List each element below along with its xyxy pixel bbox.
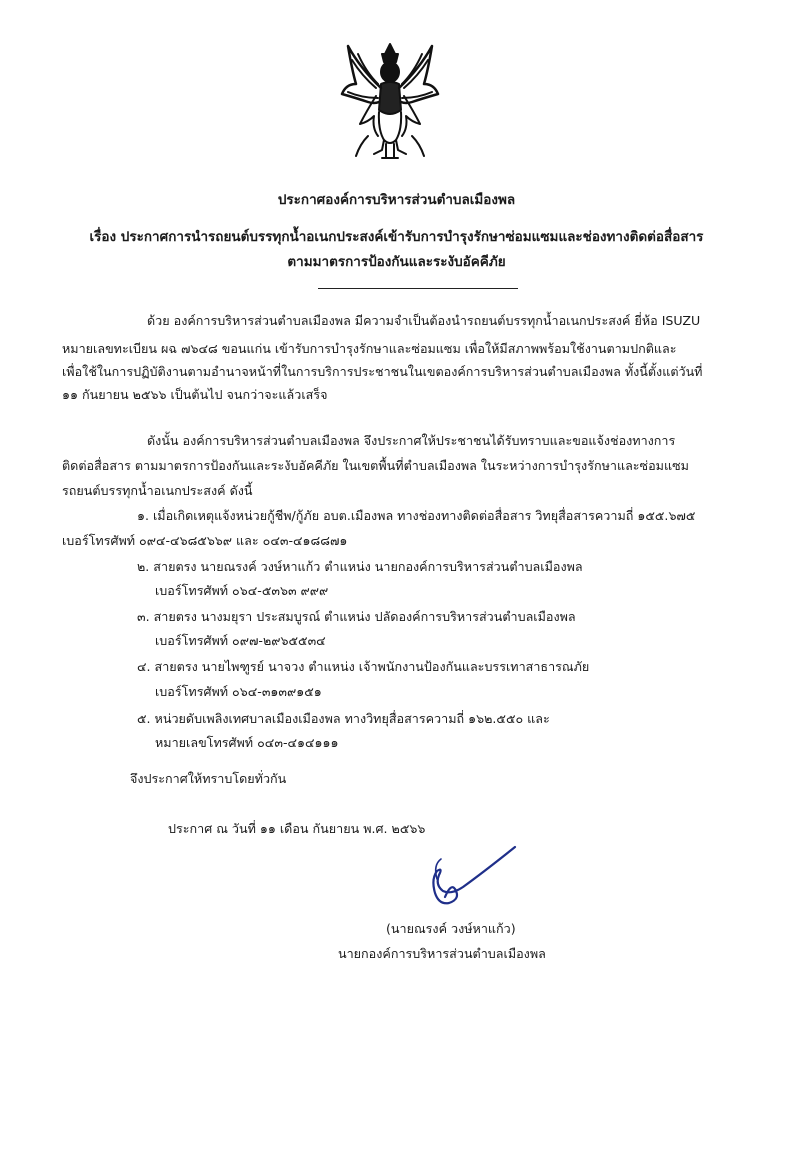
announcement-title: ประกาศองค์การบริหารส่วนตำบลเมืองพล (277, 192, 516, 208)
paragraph1-line4: ๑๑ กันยายน ๒๕๖๖ เป็นต้นไป จนกว่าจะแล้วเสร็จ (62, 387, 328, 402)
paragraph2-line1: ดังนั้น องค์การบริหารส่วนตำบลเมืองพล จึงประกาศให้ประชาชนได้รับทราบและขอแจ้งช่องทางการ (147, 433, 676, 448)
announcement-subject-cont: ตามมาตรการป้องกันและระงับอัคคีภัย (287, 254, 506, 270)
paragraph1-line3: เพื่อใช้ในการปฏิบัติงานตามอำนาจหน้าที่ในการบริการประชาชนในเขตองค์การบริหารส่วนตำบลเมืองพล ทั้งนี้ตั้งแต่วันที่ (62, 364, 703, 379)
paragraph1-line2: หมายเลขทะเบียน ผฉ ๗๖๔๘ ขอนแก่น เข้ารับการบำรุงรักษาและซ่อมแซม เพื่อให้มีสภาพพร้อมใช้งานตามปกติและ (62, 341, 677, 356)
paragraph1-line1: ด้วย องค์การบริหารส่วนตำบลเมืองพล มีความจำเป็นต้องนำรถยนต์บรรทุกน้ำอเนกประสงค์ ยี่ห้อ ISUZU (147, 313, 701, 328)
closing-statement: จึงประกาศให้ทราบโดยทั่วกัน (130, 771, 287, 786)
list-item-3-line2: เบอร์โทรศัพท์ ๐๙๗-๒๙๖๕๕๓๔ (155, 633, 326, 648)
list-item-2-line2: เบอร์โทรศัพท์ ๐๖๔-๕๓๖๓ ๙๙๙ (155, 583, 329, 598)
paragraph2-line2: ติดต่อสื่อสาร ตามมาตรการป้องกันและระงับอัคคีภัย ในเขตพื้นที่ตำบลเมืองพล ในระหว่างการบำรุงรักษาและซ่อมแซม (62, 458, 689, 473)
announcement-date: ประกาศ ณ วันที่ ๑๑ เดือน กันยายน พ.ศ. ๒๕๖๖ (168, 821, 426, 836)
garuda-emblem-icon (338, 40, 442, 162)
signatory-name: (นายณรงค์ วงษ์หาแก้ว) (386, 921, 516, 936)
list-item-1-line1: ๑. เมื่อเกิดเหตุแจ้งหน่วยกู้ชีพ/กู้ภัย อบต.เมืองพล ทางช่องทางติดต่อสื่อสาร วิทยุสื่อสารความถี่ ๑๕๕.๖๗๕ (137, 508, 696, 523)
signatory-position: นายกองค์การบริหารส่วนตำบลเมืองพล (338, 946, 546, 961)
title-divider (318, 288, 518, 289)
list-item-2-line1: ๒. สายตรง นายณรงค์ วงษ์หาแก้ว ตำแหน่ง นายกองค์การบริหารส่วนตำบลเมืองพล (137, 559, 583, 574)
handwritten-signature-icon (415, 845, 525, 915)
list-item-4-line2: เบอร์โทรศัพท์ ๐๖๔-๓๑๓๙๑๕๑ (155, 684, 322, 699)
list-item-5-line1: ๕. หน่วยดับเพลิงเทศบาลเมืองเมืองพล ทางวิทยุสื่อสารความถี่ ๑๖๒.๕๕๐ และ (137, 711, 550, 726)
paragraph2-line3: รถยนต์บรรทุกน้ำอเนกประสงค์ ดังนี้ (62, 483, 253, 498)
list-item-4-line1: ๔. สายตรง นายไพฑูรย์ นาจวง ตำแหน่ง เจ้าพนักงานป้องกันและบรรเทาสาธารณภัย (137, 659, 590, 674)
list-item-5-line2: หมายเลขโทรศัพท์ ๐๔๓-๔๑๔๑๑๑ (155, 735, 339, 750)
list-item-3-line1: ๓. สายตรง นางมยุรา ประสมบูรณ์ ตำแหน่ง ปลัดองค์การบริหารส่วนตำบลเมืองพล (137, 609, 576, 624)
announcement-subject: เรื่อง ประกาศการนำรถยนต์บรรทุกน้ำอเนกประสงค์เข้ารับการบำรุงรักษาซ่อมแซมและช่องทางติดต่อสื่อสาร (89, 229, 704, 245)
list-item-1-line2: เบอร์โทรศัพท์ ๐๙๔-๔๖๘๕๖๖๙ และ ๐๔๓-๔๑๘๘๗๑ (62, 533, 348, 548)
